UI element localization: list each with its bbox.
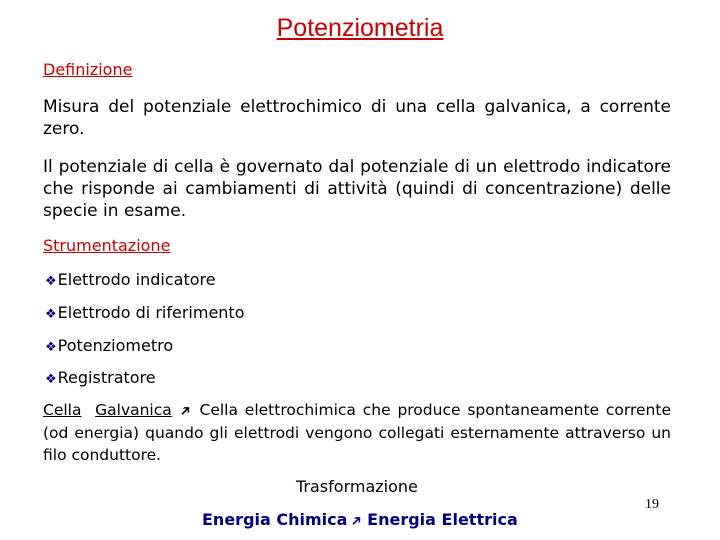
electrical-energy: Energia Elettrica [367,510,518,529]
transformation-label: Trasformazione [296,477,418,496]
chemical-energy: Energia Chimica [202,510,348,529]
list-item: ❖Elettrodo indicatore [45,270,216,289]
cella-description: Cella elettrochimica che produce spontaneamente corrente (od energia) quando gli elettrodi vengono collegati esternamente attraverso un filo conduttore. [43,401,671,464]
diamond-bullet-icon: ❖ [45,372,57,387]
diamond-bullet-icon: ❖ [45,307,57,322]
potential-paragraph: Il potenziale di cella è governato dal potenziale di un elettrodo indicatore che risponde ai cambiamenti di attività (quindi di concentrazione) delle specie in esame. [43,157,671,221]
galvanica-term: Galvanica [95,401,172,419]
diamond-bullet-icon: ❖ [45,340,57,355]
diamond-bullet-icon: ❖ [45,274,57,289]
energy-conversion [202,510,518,529]
arrow-icon: ➔ [347,511,368,531]
cella-galvanica-definition [43,399,671,466]
page-title: Potenziometria [276,14,444,42]
list-item: ❖Potenziometro [45,336,174,355]
page-number: 19 [645,497,659,512]
list-item: ❖Registratore [45,368,156,387]
cella-term: Cella [43,401,82,419]
definition-paragraph: Misura del potenziale elettrochimico di una cella galvanica, a corrente zero. [43,97,671,139]
list-item: ❖Elettrodo di riferimento [45,303,245,322]
instrumentation-heading: Strumentazione [43,236,171,255]
definition-heading: Definizione [43,60,133,79]
arrow-icon: ➔ [175,401,196,421]
